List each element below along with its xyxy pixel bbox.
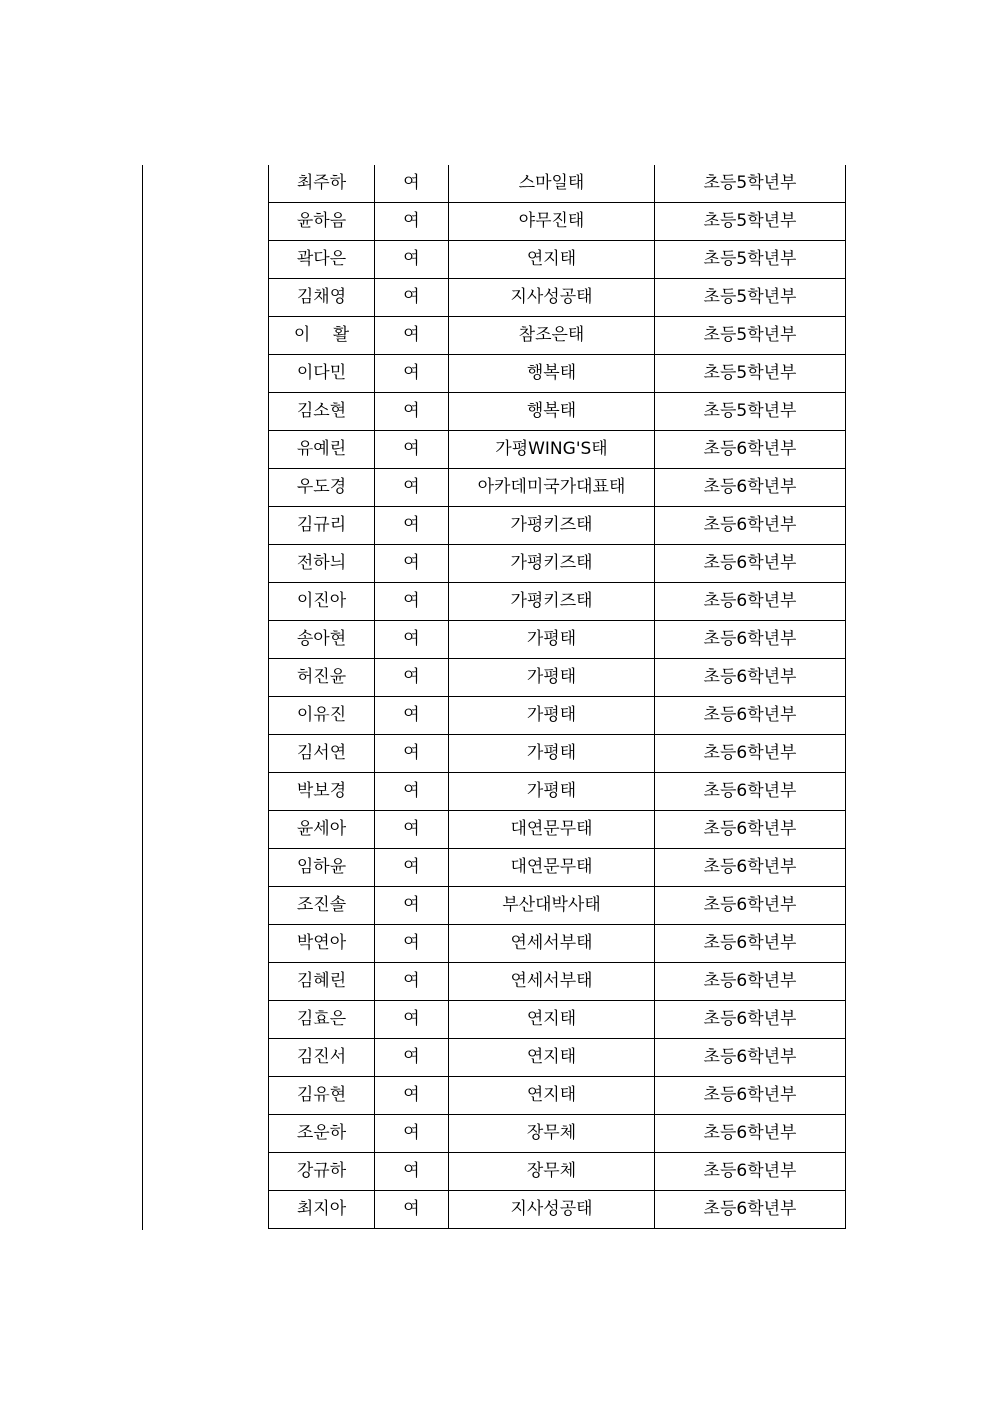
gender-cell: 여 (375, 317, 449, 355)
club-cell: 아카데미국가대표태 (449, 469, 655, 507)
participant-table (268, 165, 846, 1229)
name-cell: 김진서 (269, 1039, 375, 1077)
table-row (269, 203, 846, 241)
gender-cell: 여 (375, 621, 449, 659)
gender-cell: 여 (375, 1001, 449, 1039)
name-cell: 전하늬 (269, 545, 375, 583)
gender-cell: 여 (375, 355, 449, 393)
gender-cell: 여 (375, 545, 449, 583)
table-row (269, 621, 846, 659)
gender-cell: 여 (375, 925, 449, 963)
division-cell: 초등6학년부 (655, 545, 846, 583)
table-row (269, 659, 846, 697)
gender-cell: 여 (375, 1039, 449, 1077)
club-cell: 가평태 (449, 621, 655, 659)
club-cell: 부산대박사태 (449, 887, 655, 925)
club-cell: 연지태 (449, 1001, 655, 1039)
gender-cell: 여 (375, 963, 449, 1001)
gender-cell: 여 (375, 1077, 449, 1115)
name-cell: 윤세아 (269, 811, 375, 849)
division-cell: 초등6학년부 (655, 583, 846, 621)
name-cell: 이 활 (269, 317, 375, 355)
name-cell: 우도경 (269, 469, 375, 507)
division-cell: 초등6학년부 (655, 1153, 846, 1191)
division-cell: 초등6학년부 (655, 431, 846, 469)
name-cell: 이진아 (269, 583, 375, 621)
club-cell: 연세서부태 (449, 963, 655, 1001)
division-cell: 초등6학년부 (655, 659, 846, 697)
table-row (269, 925, 846, 963)
table-row (269, 811, 846, 849)
gender-cell: 여 (375, 849, 449, 887)
name-cell: 김혜린 (269, 963, 375, 1001)
gender-cell: 여 (375, 165, 449, 203)
club-cell: 야무진태 (449, 203, 655, 241)
name-cell: 박보경 (269, 773, 375, 811)
table-row (269, 773, 846, 811)
club-cell: 장무체 (449, 1115, 655, 1153)
division-cell: 초등6학년부 (655, 469, 846, 507)
division-cell: 초등5학년부 (655, 279, 846, 317)
table-row (269, 317, 846, 355)
table-row (269, 165, 846, 203)
table-row (269, 1191, 846, 1229)
division-cell: 초등6학년부 (655, 697, 846, 735)
name-cell: 최주하 (269, 165, 375, 203)
left-margin-rule (142, 165, 143, 1230)
division-cell: 초등5학년부 (655, 241, 846, 279)
gender-cell: 여 (375, 583, 449, 621)
table-row (269, 887, 846, 925)
table-row (269, 507, 846, 545)
name-cell: 유예린 (269, 431, 375, 469)
table-row (269, 697, 846, 735)
name-cell: 김효은 (269, 1001, 375, 1039)
gender-cell: 여 (375, 279, 449, 317)
name-cell: 김규리 (269, 507, 375, 545)
gender-cell: 여 (375, 241, 449, 279)
table-row (269, 1039, 846, 1077)
division-cell: 초등6학년부 (655, 1115, 846, 1153)
name-cell: 윤하음 (269, 203, 375, 241)
gender-cell: 여 (375, 697, 449, 735)
gender-cell: 여 (375, 393, 449, 431)
table-row (269, 1153, 846, 1191)
division-cell: 초등6학년부 (655, 1077, 846, 1115)
table-row (269, 963, 846, 1001)
table-row (269, 393, 846, 431)
table-row (269, 849, 846, 887)
division-cell: 초등6학년부 (655, 507, 846, 545)
division-cell: 초등6학년부 (655, 621, 846, 659)
club-cell: 지사성공태 (449, 279, 655, 317)
table-row (269, 1077, 846, 1115)
division-cell: 초등5학년부 (655, 165, 846, 203)
name-cell: 김유현 (269, 1077, 375, 1115)
table-row (269, 735, 846, 773)
club-cell: 장무체 (449, 1153, 655, 1191)
gender-cell: 여 (375, 507, 449, 545)
name-cell: 박연아 (269, 925, 375, 963)
name-cell: 이유진 (269, 697, 375, 735)
gender-cell: 여 (375, 1191, 449, 1229)
club-cell: 연지태 (449, 1077, 655, 1115)
club-cell: 가평키즈태 (449, 583, 655, 621)
name-cell: 조운하 (269, 1115, 375, 1153)
club-cell: 가평WING'S태 (449, 431, 655, 469)
table-row (269, 469, 846, 507)
division-cell: 초등6학년부 (655, 1039, 846, 1077)
division-cell: 초등6학년부 (655, 1191, 846, 1229)
division-cell: 초등6학년부 (655, 811, 846, 849)
division-cell: 초등6학년부 (655, 773, 846, 811)
table-row (269, 1001, 846, 1039)
club-cell: 대연문무태 (449, 849, 655, 887)
club-cell: 행복태 (449, 393, 655, 431)
division-cell: 초등6학년부 (655, 887, 846, 925)
gender-cell: 여 (375, 1153, 449, 1191)
club-cell: 가평태 (449, 773, 655, 811)
club-cell: 가평키즈태 (449, 545, 655, 583)
name-cell: 강규하 (269, 1153, 375, 1191)
club-cell: 가평태 (449, 697, 655, 735)
name-cell: 조진솔 (269, 887, 375, 925)
gender-cell: 여 (375, 811, 449, 849)
name-cell: 허진윤 (269, 659, 375, 697)
gender-cell: 여 (375, 431, 449, 469)
table-row (269, 431, 846, 469)
division-cell: 초등5학년부 (655, 317, 846, 355)
name-cell: 김서연 (269, 735, 375, 773)
name-cell: 임하윤 (269, 849, 375, 887)
table-row (269, 279, 846, 317)
division-cell: 초등6학년부 (655, 963, 846, 1001)
name-cell: 송아현 (269, 621, 375, 659)
name-cell: 곽다은 (269, 241, 375, 279)
division-cell: 초등6학년부 (655, 849, 846, 887)
gender-cell: 여 (375, 1115, 449, 1153)
name-cell: 최지아 (269, 1191, 375, 1229)
division-cell: 초등5학년부 (655, 393, 846, 431)
table-row (269, 241, 846, 279)
name-cell: 김채영 (269, 279, 375, 317)
club-cell: 가평태 (449, 659, 655, 697)
gender-cell: 여 (375, 887, 449, 925)
club-cell: 지사성공태 (449, 1191, 655, 1229)
club-cell: 행복태 (449, 355, 655, 393)
club-cell: 참조은태 (449, 317, 655, 355)
club-cell: 가평키즈태 (449, 507, 655, 545)
division-cell: 초등6학년부 (655, 735, 846, 773)
table-row (269, 545, 846, 583)
division-cell: 초등6학년부 (655, 925, 846, 963)
name-cell: 김소현 (269, 393, 375, 431)
club-cell: 연지태 (449, 1039, 655, 1077)
division-cell: 초등5학년부 (655, 203, 846, 241)
table-row (269, 1115, 846, 1153)
club-cell: 대연문무태 (449, 811, 655, 849)
gender-cell: 여 (375, 659, 449, 697)
gender-cell: 여 (375, 735, 449, 773)
table-row (269, 583, 846, 621)
division-cell: 초등6학년부 (655, 1001, 846, 1039)
table-row (269, 355, 846, 393)
club-cell: 연지태 (449, 241, 655, 279)
division-cell: 초등5학년부 (655, 355, 846, 393)
name-cell: 이다민 (269, 355, 375, 393)
club-cell: 연세서부태 (449, 925, 655, 963)
gender-cell: 여 (375, 469, 449, 507)
gender-cell: 여 (375, 203, 449, 241)
club-cell: 스마일태 (449, 165, 655, 203)
gender-cell: 여 (375, 773, 449, 811)
club-cell: 가평태 (449, 735, 655, 773)
participant-table-body (269, 165, 846, 1229)
